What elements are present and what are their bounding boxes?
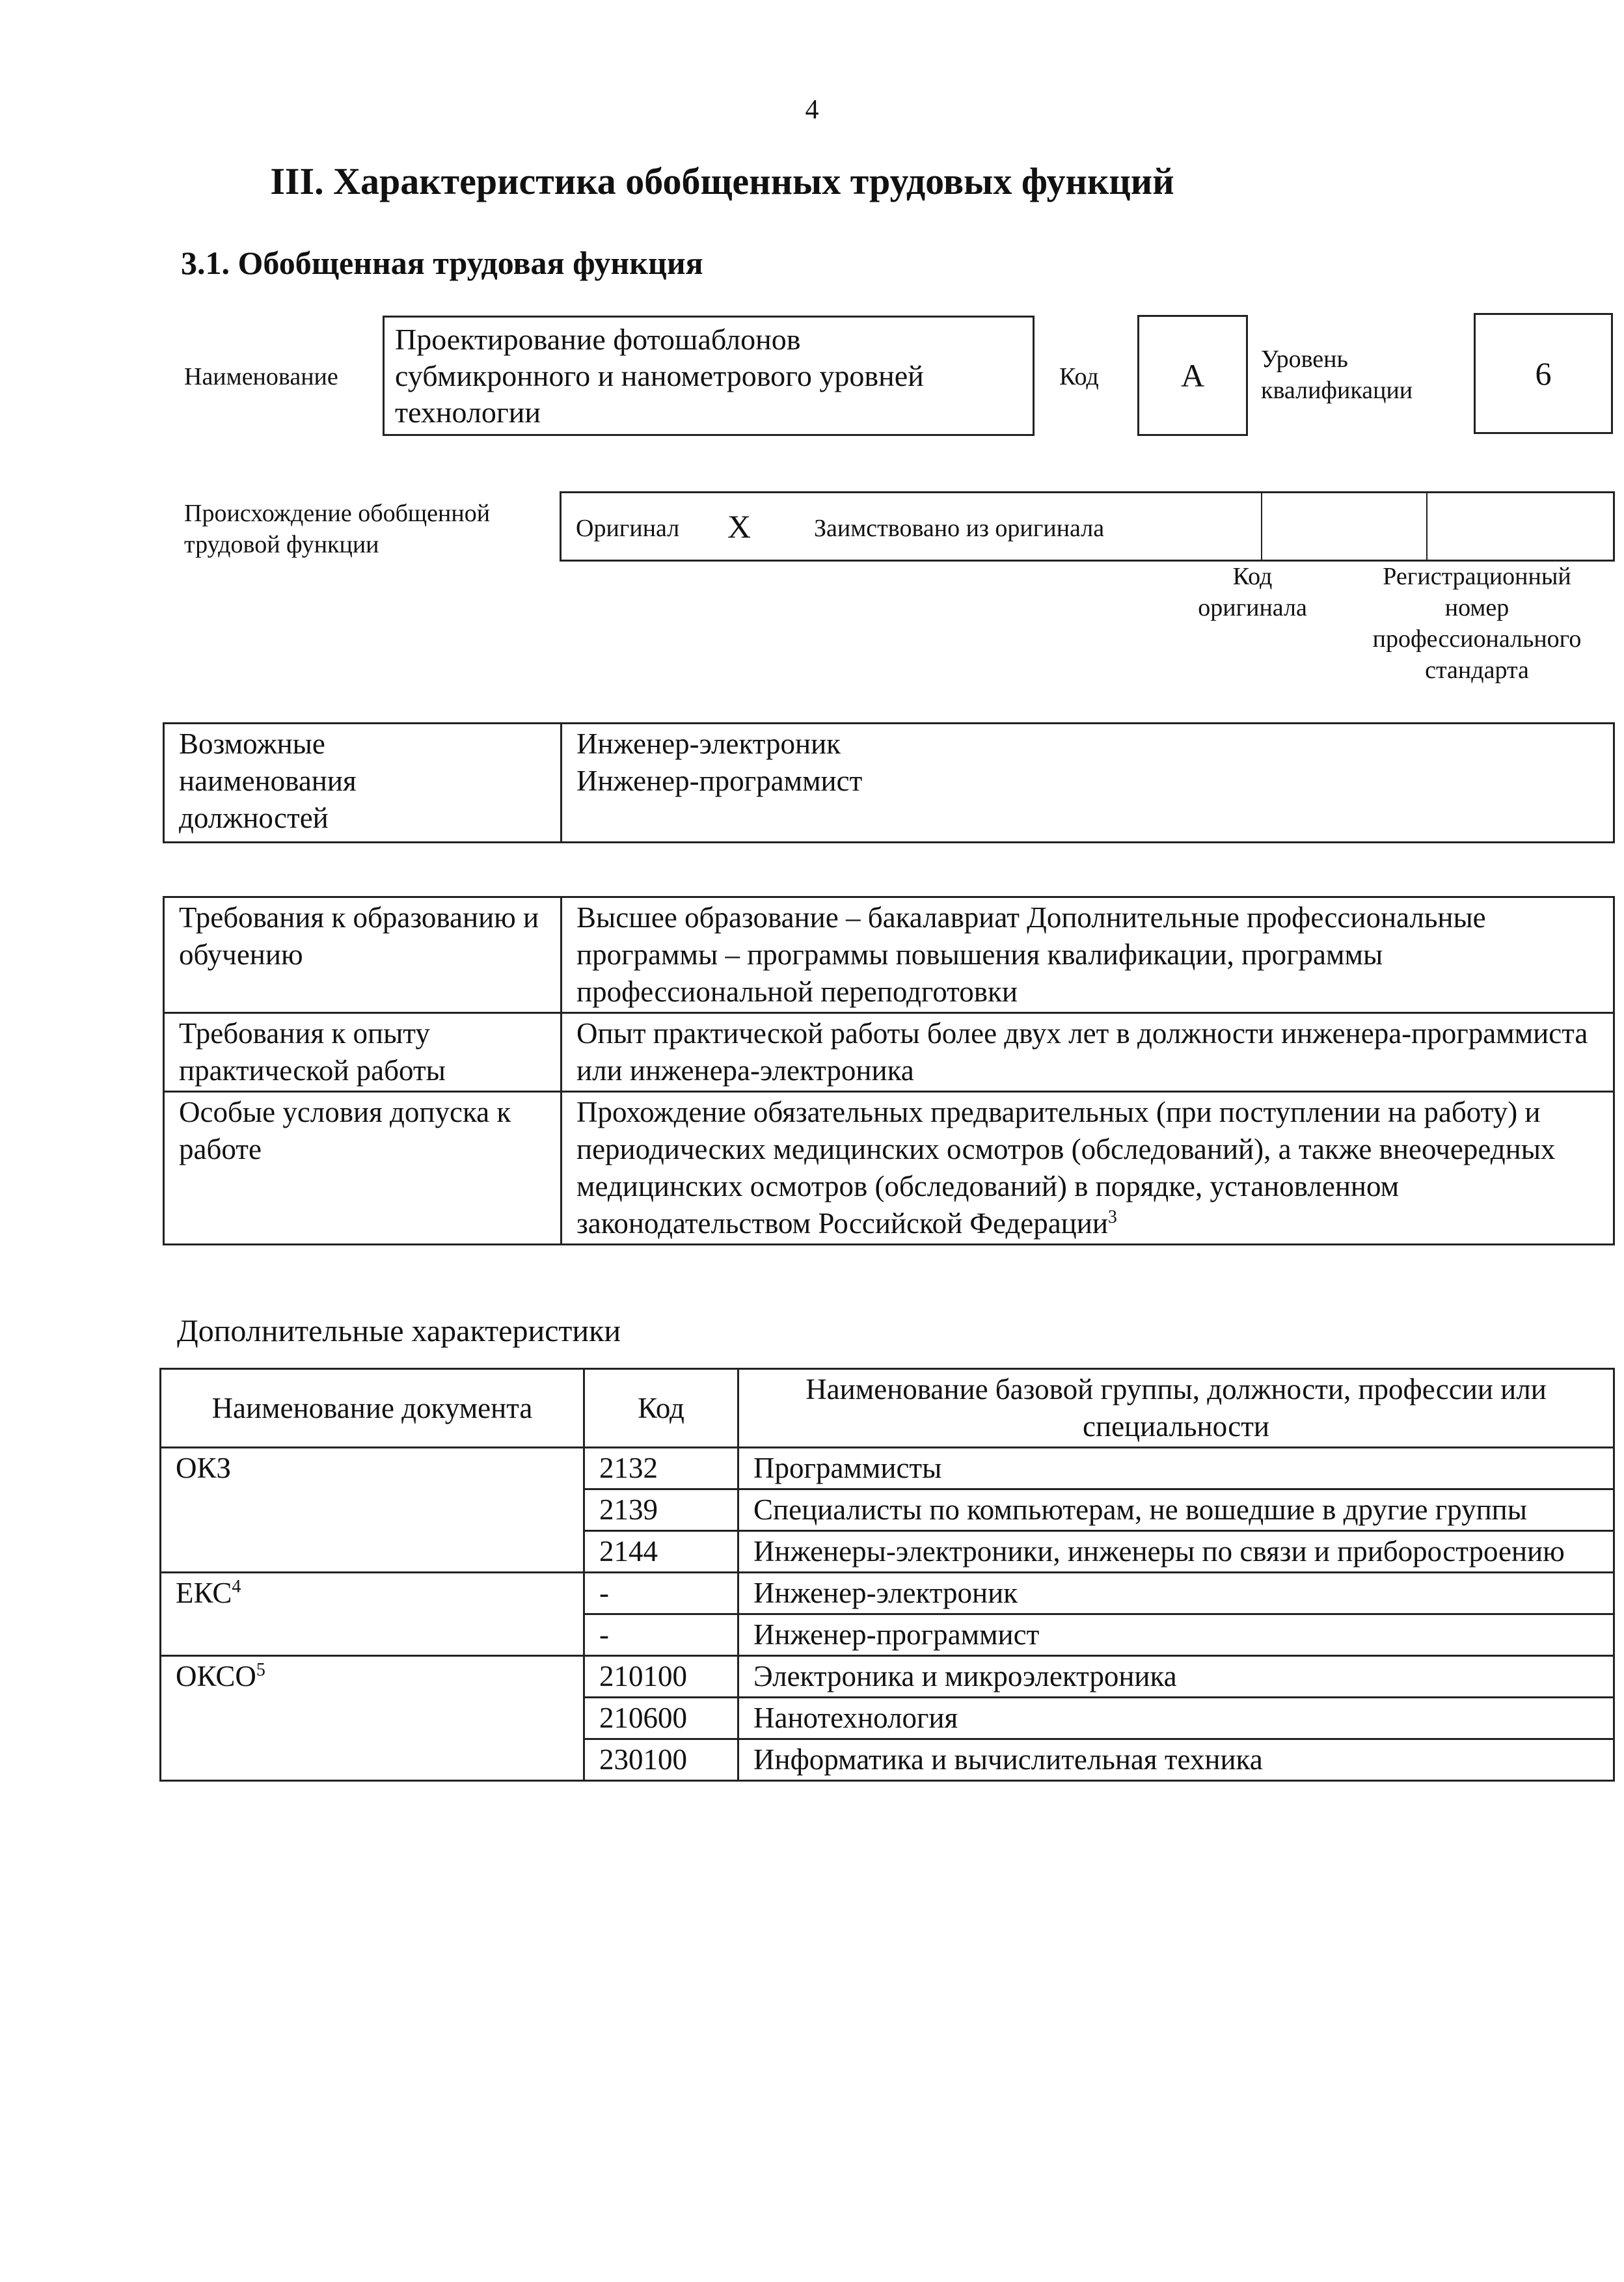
function-name-line-1: Проектирование фотошаблонов — [395, 323, 801, 356]
code-cell: 210100 — [584, 1656, 738, 1698]
additional-characteristics-table — [159, 1368, 1615, 1782]
group-name-cell: Информатика и вычислительная техника — [738, 1739, 1614, 1781]
name-label: Наименование — [184, 363, 338, 390]
code-cell: 210600 — [584, 1698, 738, 1739]
requirement-label: Требования к образованию и обучению — [164, 897, 562, 1013]
registration-caption-line-1: Регистрационный — [1383, 563, 1571, 590]
position-item: Инженер-программист — [576, 765, 863, 797]
table-row — [161, 1448, 1614, 1489]
code-cell: 2139 — [584, 1489, 738, 1531]
document-eks: ЕКС — [176, 1577, 232, 1609]
function-name-line-2: субмикронного и нанометрового уровней — [395, 359, 924, 392]
footnote-marker: 3 — [1107, 1207, 1117, 1227]
requirement-label: Требования к опыту практической работы — [164, 1013, 562, 1092]
requirement-value-cell — [562, 1092, 1614, 1245]
code-cell: - — [584, 1573, 738, 1614]
additional-characteristics-title: Дополнительные характеристики — [177, 1314, 621, 1348]
requirement-row — [164, 897, 1614, 1013]
group-name-cell: Инженер-программист — [738, 1614, 1614, 1656]
qualification-level-box: 6 — [1474, 313, 1613, 434]
footnote-marker: 5 — [256, 1660, 265, 1680]
document-okz: ОКЗ — [161, 1448, 584, 1573]
group-name-cell: Программисты — [738, 1448, 1614, 1489]
registration-caption-line-2: номер — [1444, 594, 1509, 621]
registration-caption-line-3: профессионального — [1372, 625, 1582, 653]
origin-code-cell — [1261, 493, 1428, 560]
origin-label — [184, 498, 490, 560]
code-cell: 2144 — [584, 1531, 738, 1573]
table-row — [161, 1573, 1614, 1614]
requirement-value: Опыт практической работы более двух лет в должности инженера-программиста или инженера-электроника — [562, 1013, 1614, 1092]
requirements-table — [163, 896, 1615, 1245]
function-name-box — [383, 316, 1035, 436]
group-name-cell: Нанотехнология — [738, 1698, 1614, 1739]
original-label: Оригинал — [576, 515, 680, 542]
group-name-cell: Инженер-электроник — [738, 1573, 1614, 1614]
registration-number-caption — [1340, 561, 1614, 686]
origin-box — [560, 491, 1615, 562]
borrowed-label: Заимствовано из оригинала — [814, 515, 1105, 542]
positions-label-line-3: должностей — [179, 802, 329, 834]
positions-label-line-1: Возможные — [179, 727, 325, 760]
header-row — [161, 1369, 1614, 1448]
level-label — [1261, 344, 1413, 406]
header-document: Наименование документа — [161, 1369, 584, 1448]
requirement-value: Высшее образование – бакалавриат Дополнительные профессиональные программы – программы повышения квалификации, программы профессиональной переподготовки — [562, 897, 1614, 1013]
group-name-cell: Электроника и микроэлектроника — [738, 1656, 1614, 1698]
level-label-line-1: Уровень — [1261, 346, 1348, 373]
document-okso: ОКСО — [176, 1660, 256, 1692]
origin-label-line-1: Происхождение обобщенной — [184, 500, 491, 527]
positions-row — [164, 724, 1614, 843]
group-name-cell: Специалисты по компьютерам, не вошедшие в другие группы — [738, 1489, 1614, 1531]
requirement-value: Прохождение обязательных предварительных (при поступлении на работу) и периодических медицинских осмотров (обследований), а также внеочередных медицинских осмотров (обследований) в порядке, установленном законодательством Российской Федерации — [576, 1096, 1556, 1240]
origin-label-line-2: трудовой функции — [184, 531, 379, 558]
document-okso-cell — [161, 1656, 584, 1781]
positions-values-cell — [562, 724, 1614, 843]
positions-table — [163, 722, 1615, 843]
original-code-caption-line-2: оригинала — [1198, 594, 1307, 621]
group-name-cell: Инженеры-электроники, инженеры по связи и приборостроению — [738, 1531, 1614, 1573]
code-cell: 2132 — [584, 1448, 738, 1489]
level-label-line-2: квалификации — [1261, 377, 1413, 404]
table-row — [161, 1656, 1614, 1698]
original-code-caption-line-1: Код — [1232, 563, 1273, 590]
code-value-box: A — [1137, 315, 1248, 436]
original-mark: X — [727, 508, 751, 545]
header-group-name: Наименование базовой группы, должности, профессии или специальности — [738, 1369, 1614, 1448]
header-code: Код — [584, 1369, 738, 1448]
footnote-marker: 4 — [232, 1577, 241, 1597]
requirement-label: Особые условия допуска к работе — [164, 1092, 562, 1245]
document-eks-cell — [161, 1573, 584, 1656]
position-item: Инженер-электроник — [576, 727, 841, 760]
original-code-caption — [1165, 561, 1340, 623]
code-cell: - — [584, 1614, 738, 1656]
subsection-title: 3.1. Обобщенная трудовая функция — [181, 245, 703, 281]
page-number: 4 — [805, 95, 819, 125]
positions-label-cell — [164, 724, 562, 843]
code-label: Код — [1059, 363, 1099, 390]
function-name-line-3: технологии — [395, 396, 541, 429]
registration-caption-line-4: стандарта — [1425, 657, 1529, 684]
requirement-row — [164, 1013, 1614, 1092]
code-cell: 230100 — [584, 1739, 738, 1781]
positions-label-line-2: наименования — [179, 765, 357, 797]
section-title: III. Характеристика обобщенных трудовых функций — [270, 160, 1174, 202]
requirement-row — [164, 1092, 1614, 1245]
